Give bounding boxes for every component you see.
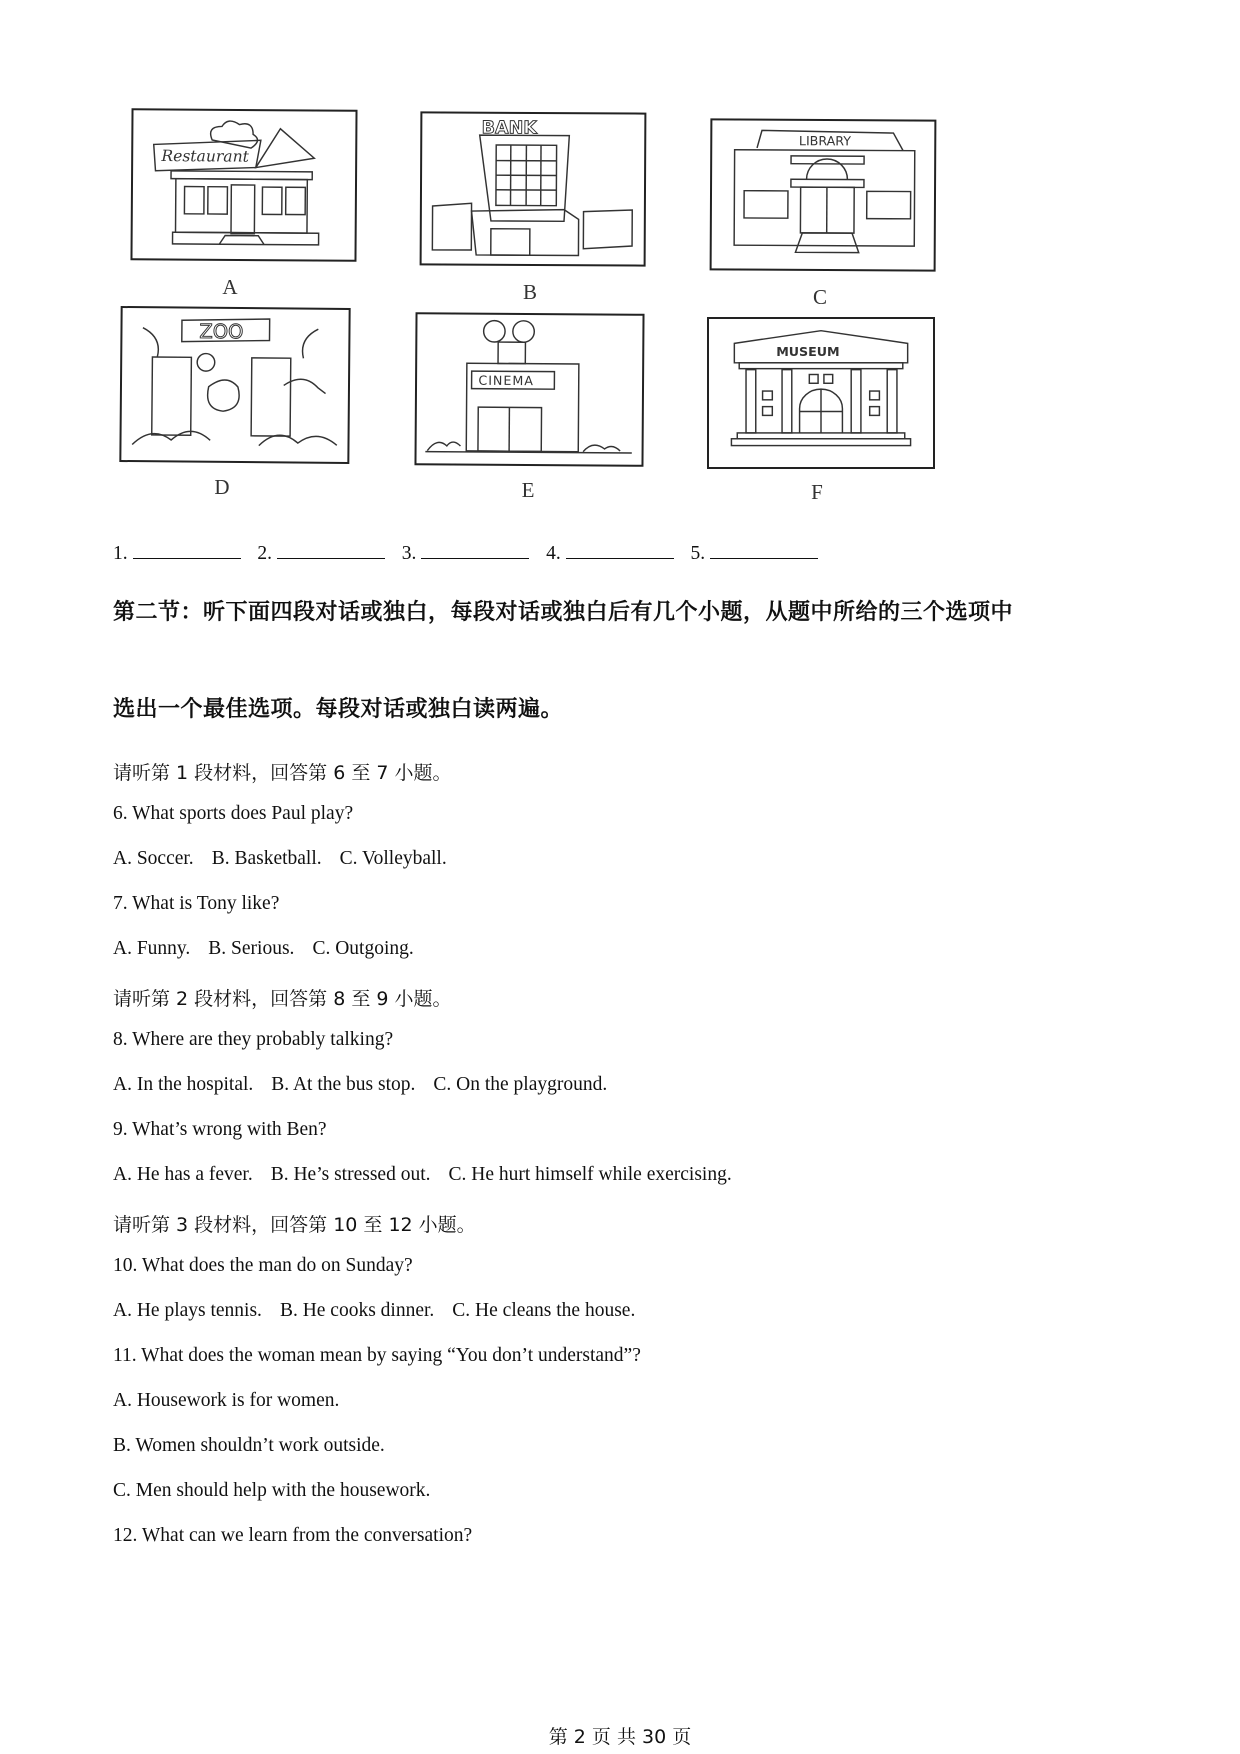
picture-cinema <box>414 312 644 467</box>
material3-instruction: 请听第 3 段材料，回答第 10 至 12 小题。 <box>113 1214 476 1236</box>
picture-label-e: E <box>521 478 535 502</box>
question-8-options <box>113 1074 625 1096</box>
q11-option-c[interactable]: C. Men should help with the housework. <box>113 1480 431 1501</box>
question-10: 10. What does the man do on Sunday? <box>113 1255 413 1276</box>
svg-text:MUSEUM: MUSEUM <box>776 344 840 359</box>
q10-option-c[interactable]: C. He cleans the house. <box>452 1300 636 1321</box>
q8-option-c[interactable]: C. On the playground. <box>433 1074 608 1095</box>
picture-museum <box>707 317 935 469</box>
library-illustration <box>712 120 935 269</box>
q6-option-b[interactable]: B. Basketball. <box>211 848 322 869</box>
picture-restaurant <box>130 108 357 262</box>
blank-label-4: 4. <box>546 543 561 564</box>
blank-label-5: 5. <box>690 543 706 564</box>
q11-option-a[interactable]: A. Housework is for women. <box>113 1390 340 1411</box>
svg-text:BANK: BANK <box>481 118 537 139</box>
picture-bank <box>420 111 647 266</box>
picture-zoo <box>119 306 350 464</box>
picture-label-c: C <box>812 285 827 309</box>
q10-option-b[interactable]: B. He cooks dinner. <box>279 1300 435 1321</box>
question-11: 11. What does the woman mean by saying “You don’t understand”? <box>113 1345 641 1366</box>
page-footer: 第 2 页 共 30 页 <box>548 1726 692 1748</box>
blank-label-2: 2. <box>257 543 272 564</box>
q10-option-a[interactable]: A. He plays tennis. <box>113 1300 262 1321</box>
answer-blanks-row <box>113 540 830 565</box>
blank-label-3: 3. <box>401 543 417 564</box>
q8-option-a[interactable]: A. In the hospital. <box>113 1074 254 1095</box>
section2-heading-line2: 选出一个最佳选项。每段对话或独白读两遍。 <box>113 697 564 722</box>
question-9: 9. What’s wrong with Ben? <box>113 1119 327 1140</box>
answer-blank-4[interactable] <box>566 540 674 559</box>
q6-option-a[interactable]: A. Soccer. <box>113 848 194 869</box>
museum-illustration <box>709 319 933 467</box>
question-12: 12. What can we learn from the conversation? <box>113 1525 473 1546</box>
answer-blank-2[interactable] <box>277 540 385 559</box>
picture-label-b: B <box>522 280 537 304</box>
svg-text:ZOO: ZOO <box>199 319 244 344</box>
question-10-options <box>113 1300 653 1322</box>
svg-text:LIBRARY: LIBRARY <box>798 133 852 149</box>
q8-option-b[interactable]: B. At the bus stop. <box>271 1074 416 1095</box>
q9-option-b[interactable]: B. He’s stressed out. <box>270 1164 431 1185</box>
picture-library <box>710 118 937 271</box>
picture-label-d: D <box>214 475 230 499</box>
q11-option-b[interactable]: B. Women shouldn’t work outside. <box>113 1435 385 1456</box>
question-6-options <box>113 848 465 870</box>
blank-label-1: 1. <box>113 543 128 564</box>
answer-blank-5[interactable] <box>710 540 818 559</box>
q6-option-c[interactable]: C. Volleyball. <box>339 848 447 869</box>
section2-heading-line1: 第二节：听下面四段对话或独白，每段对话或独白后有几个小题，从题中所给的三个选项中 <box>113 600 1014 625</box>
question-7-options <box>113 938 432 960</box>
question-7: 7. What is Tony like? <box>113 893 280 914</box>
bank-illustration <box>422 113 645 264</box>
q7-option-b[interactable]: B. Serious. <box>208 938 295 959</box>
q7-option-c[interactable]: C. Outgoing. <box>312 938 414 959</box>
svg-text:CINEMA: CINEMA <box>478 372 534 389</box>
picture-label-f: F <box>811 480 823 504</box>
material1-instruction: 请听第 1 段材料，回答第 6 至 7 小题。 <box>113 762 452 784</box>
q9-option-c[interactable]: C. He hurt himself while exercising. <box>448 1164 732 1185</box>
svg-text:Restaurant: Restaurant <box>161 147 249 166</box>
answer-blank-3[interactable] <box>421 540 529 559</box>
restaurant-illustration <box>132 110 355 260</box>
q7-option-a[interactable]: A. Funny. <box>113 938 191 959</box>
material2-instruction: 请听第 2 段材料，回答第 8 至 9 小题。 <box>113 988 452 1010</box>
answer-blank-1[interactable] <box>133 540 241 559</box>
picture-label-a: A <box>222 275 238 299</box>
q9-option-a[interactable]: A. He has a fever. <box>113 1164 253 1185</box>
zoo-illustration <box>121 308 348 462</box>
question-9-options <box>113 1164 750 1186</box>
question-8: 8. Where are they probably talking? <box>113 1029 394 1050</box>
question-6: 6. What sports does Paul play? <box>113 803 354 824</box>
cinema-illustration <box>416 314 642 465</box>
